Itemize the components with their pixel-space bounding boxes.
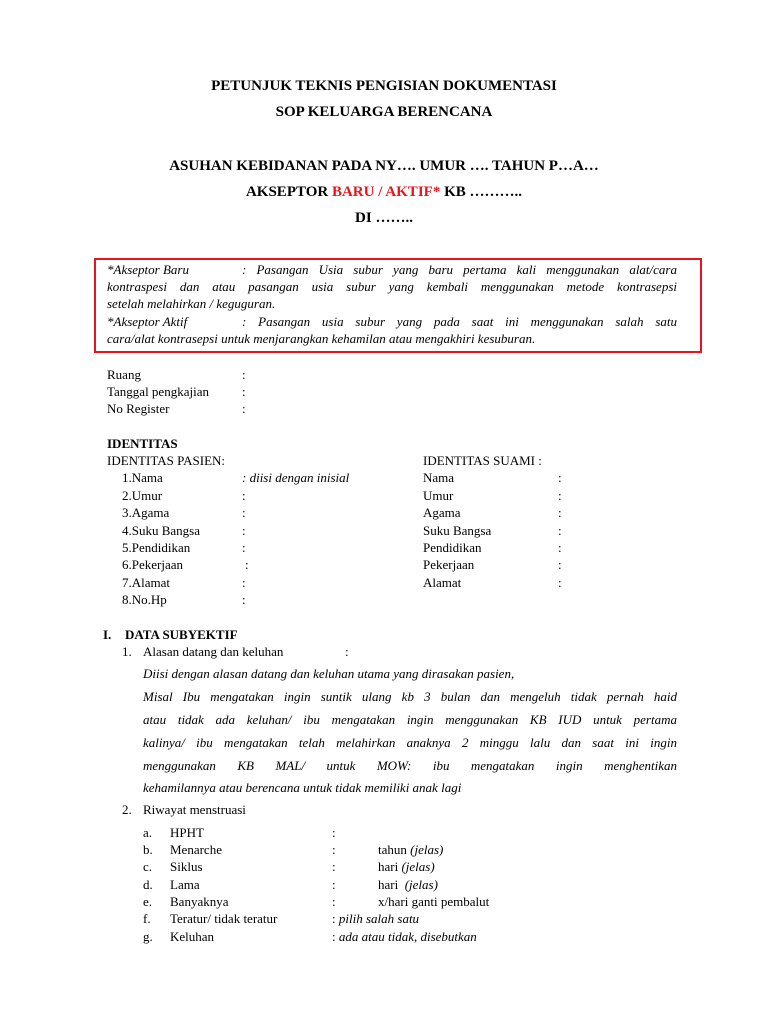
akseptor-suffix: KB ……….. [440,184,523,200]
mens-label-menarche: Menarche [170,842,222,857]
suami-pendidikan-value: : [558,540,562,555]
suami-suku-value: : [558,523,562,538]
doc-subtitle-line2 [0,184,768,201]
akseptor-prefix: AKSEPTOR [245,184,332,200]
section-number: I. [103,627,112,642]
pasien-suku-value: : [242,523,246,538]
field-tanggal-colon: : [242,384,246,399]
suami-nama-value: : [558,470,562,485]
suami-umur-label: Umur [423,488,454,503]
mens-label-lama: Lama [170,877,200,892]
mens-label-keluhan: Keluhan [170,929,215,944]
identitas-pasien-heading: IDENTITAS PASIEN: [107,453,226,468]
pasien-pekerjaan-label: 6.Pekerjaan [122,557,184,572]
section-heading: DATA SUBYEKTIF [125,627,238,642]
mens-colon-lama: : [332,877,336,892]
mens-unit-lama: hari [378,877,405,892]
field-register-colon: : [242,401,246,416]
note-aktif-line2: cara/alat kontrasepsi untuk menjarangkan kehamilan atau mengakhiri kesuburan. [107,331,536,346]
field-tanggal-label: Tanggal pengkajian [107,384,209,399]
mens-letter-g: g. [143,929,153,944]
mens-letter-b: b. [143,842,153,857]
doc-title-line1: PETUNJUK TEKNIS PENGISIAN DOKUMENTASI [211,78,557,94]
item2-label: Riwayat menstruasi [143,802,246,817]
note-baru-term: *Akseptor Baru [107,262,189,277]
pasien-nohp-value: : [242,592,246,607]
suami-pendidikan-label: Pendidikan [423,540,482,555]
mens-letter-e: e. [143,894,153,909]
suami-nama-label: Nama [423,470,455,485]
mens-label-banyaknya: Banyaknya [170,894,229,909]
mens-label-teratur: Teratur/ tidak teratur [170,911,278,926]
pasien-agama-label: 3.Agama [122,505,170,520]
mens-note-siklus: (jelas) [401,859,435,874]
pasien-umur-label: 2.Umur [122,488,163,503]
suami-agama-value: : [558,505,562,520]
mens-colon-teratur: : [332,911,339,926]
mens-colon-banyaknya: : [332,894,336,909]
pasien-umur-value: : [242,488,246,503]
pasien-alamat-value: : [242,575,246,590]
mens-note-menarche: (jelas) [410,842,444,857]
pasien-pendidikan-label: 5.Pendidikan [122,540,191,555]
mens-value-menarche [378,842,443,858]
doc-subtitle-line1: ASUHAN KEBIDANAN PADA NY…. UMUR …. TAHUN P…A… [169,158,599,174]
suami-alamat-value: : [558,575,562,590]
suami-umur-value: : [558,488,562,503]
mens-letter-f: f. [143,911,151,926]
field-ruang-label: Ruang [107,367,141,382]
keluhan-para-line3: atau tidak ada keluhan/ ibu mengatakan ingin menggunakan KB IUD untuk pertama [143,712,677,727]
field-ruang-colon: : [242,367,246,382]
keluhan-para-line6: kehamilannya atau berencana untuk tidak memiliki anak lagi [143,780,462,795]
mens-value-teratur [332,911,419,927]
pasien-nohp-label: 8.No.Hp [122,592,167,607]
mens-value-lama [378,877,438,893]
note-aktif-def: : Pasangan usia subur yang pada saat ini menggunakan salah satu [242,314,677,329]
keluhan-para-line5: menggunakan KB MAL/ untuk MOW: ibu mengatakan ingin menghentikan [143,758,677,773]
note-aktif-term: *Akseptor Aktif [107,314,188,329]
note-baru-line3: setelah melahirkan / keguguran. [107,296,276,311]
mens-unit-menarche: tahun [378,842,411,857]
item2-number: 2. [122,802,132,817]
pasien-agama-value: : [242,505,246,520]
note-baru-def: : Pasangan Usia subur yang baru pertama kali menggunakan alat/cara [242,262,677,277]
keluhan-para-line2: Misal Ibu mengatakan ingin suntik ulang kb 3 bulan dan mengeluh tidak pernah haid [143,689,677,704]
field-register-label: No Register [107,401,170,416]
keluhan-para-line4: kalinya/ ibu mengatakan telah melahirkan anaknya 2 minggu lalu dan saat ini ingin [143,735,677,750]
note-baru-line2: kontraspesi dan atau pasangan usia subur yang kembali menggunakan metode kontrasepsi [107,279,677,294]
mens-note-keluhan: ada atau tidak, disebutkan [338,929,477,944]
item1-number: 1. [122,644,132,659]
mens-note-lama: (jelas) [404,877,438,892]
keluhan-para-line1: Diisi dengan alasan datang dan keluhan utama yang dirasakan pasien, [143,666,515,681]
suami-suku-label: Suku Bangsa [423,523,492,538]
mens-colon-keluhan: : [332,929,339,944]
suami-agama-label: Agama [423,505,461,520]
pasien-alamat-label: 7.Alamat [122,575,171,590]
identitas-suami-heading: IDENTITAS SUAMI : [423,453,542,468]
mens-label-hpht: HPHT [170,825,204,840]
mens-unit-siklus: hari [378,859,402,874]
identitas-heading: IDENTITAS [107,436,178,451]
mens-letter-d: d. [143,877,153,892]
pasien-pekerjaan-value: : [245,557,249,572]
suami-alamat-label: Alamat [423,575,462,590]
suami-pekerjaan-value: : [558,557,562,572]
item1-label: Alasan datang dan keluhan [143,644,284,659]
pasien-nama-value: : diisi dengan inisial [242,470,350,485]
doc-title-line2: SOP KELUARGA BERENCANA [275,104,493,120]
pasien-suku-label: 4.Suku Bangsa [122,523,200,538]
mens-letter-c: c. [143,859,153,874]
item1-colon: : [345,644,349,659]
mens-letter-a: a. [143,825,153,840]
mens-colon-hpht: : [332,825,336,840]
pasien-pendidikan-value: : [242,540,246,555]
suami-pekerjaan-label: Pekerjaan [423,557,475,572]
mens-label-siklus: Siklus [170,859,203,874]
mens-colon-menarche: : [332,842,336,857]
akseptor-status-red: BARU / AKTIF* [331,184,441,200]
mens-value-keluhan [332,929,477,945]
doc-subtitle-line3: DI …….. [355,210,413,226]
mens-unit-banyaknya: x/hari ganti pembalut [378,894,490,909]
mens-note-teratur: pilih salah satu [338,911,420,926]
pasien-nama-label: 1.Nama [122,470,163,485]
mens-colon-siklus: : [332,859,336,874]
mens-value-siklus [378,859,435,875]
